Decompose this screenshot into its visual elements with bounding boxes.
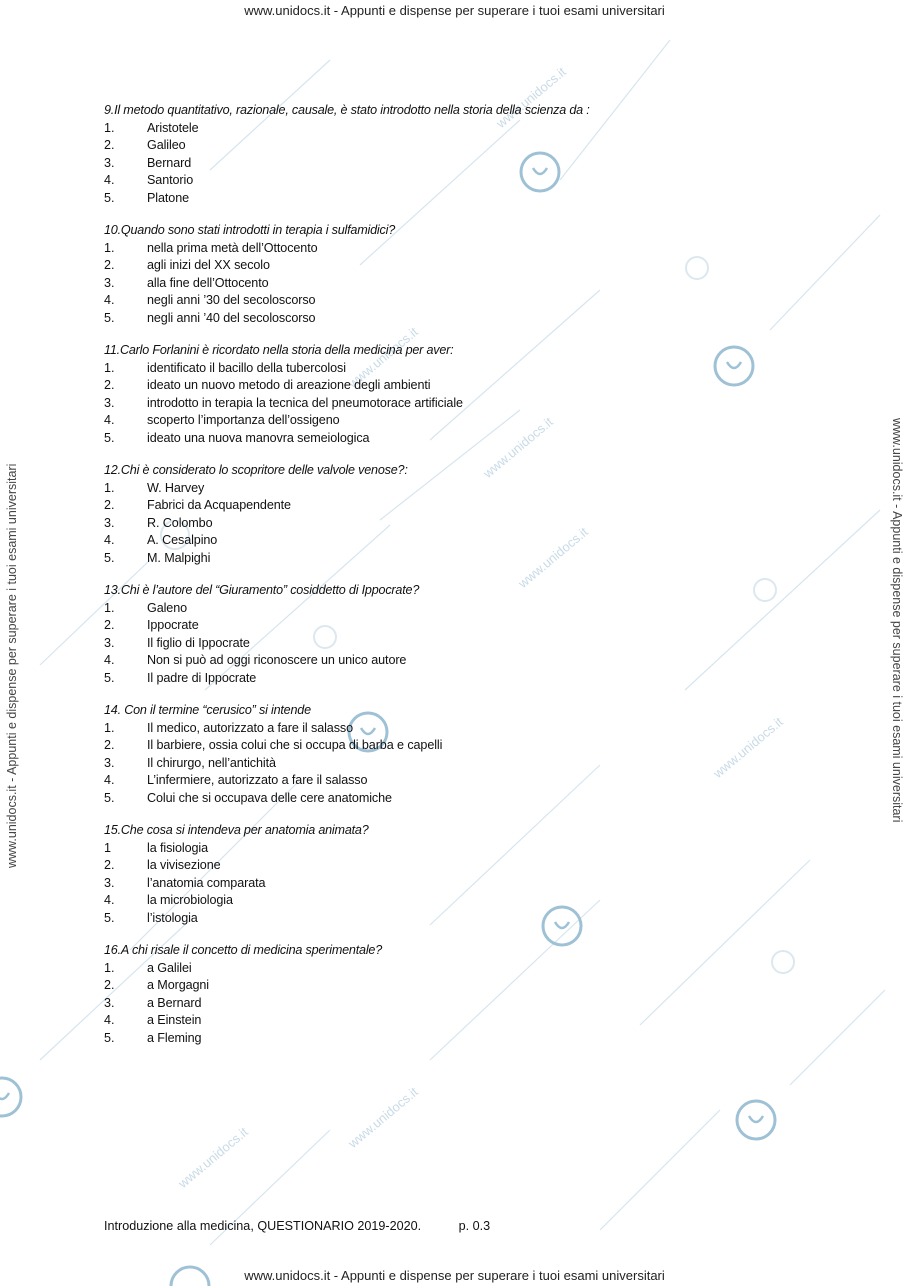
option-text: nella prima metà dell’Ottocento — [147, 240, 318, 255]
option-text: alla fine dell’Ottocento — [147, 275, 269, 290]
answer-option — [104, 720, 804, 738]
answer-option — [104, 995, 804, 1013]
option-number: 3. — [104, 395, 115, 410]
question-block — [104, 822, 804, 927]
option-number: 5. — [104, 550, 115, 565]
option-number: 1. — [104, 480, 115, 495]
option-text: l’anatomia comparata — [147, 875, 266, 890]
option-text: scoperto l’importanza dell’ossigeno — [147, 413, 340, 427]
option-number: 4. — [104, 653, 115, 667]
option-text: A. Cesalpino — [147, 533, 218, 547]
option-number: 2. — [104, 258, 115, 272]
bottom-banner: www.unidocs.it - Appunti e dispense per superare i tuoi esami universitari — [244, 1268, 665, 1283]
option-text: Santorio — [147, 173, 194, 187]
answer-option — [104, 190, 804, 208]
option-text: Il chirurgo, nell’antichità — [147, 755, 276, 770]
option-text: Non si può ad oggi riconoscere un unico autore — [147, 653, 407, 667]
option-number: 2. — [104, 978, 115, 992]
option-text: ideato un nuovo metodo di areazione degli ambienti — [147, 378, 431, 392]
question-title: 16.A chi risale il concetto di medicina sperimentale? — [104, 943, 383, 957]
answer-option — [104, 292, 804, 310]
question-block — [104, 462, 804, 567]
question-block — [104, 102, 804, 207]
option-text: Il medico, autorizzato a fare il salasso — [147, 720, 353, 735]
option-number: 4. — [104, 773, 115, 787]
answer-option — [104, 532, 804, 550]
top-banner: www.unidocs.it - Appunti e dispense per superare i tuoi esami universitari — [244, 3, 665, 18]
option-number: 2. — [104, 138, 115, 152]
watermark-text: www.unidocs.it — [175, 1124, 251, 1191]
option-text: ideato una nuova manovra semeiologica — [147, 430, 370, 445]
option-number: 4. — [104, 1013, 115, 1027]
option-number: 5. — [104, 190, 115, 205]
question-title: 9.Il metodo quantitativo, razionale, causale, è stato introdotto nella storia della scienza da : — [104, 103, 590, 117]
question-block — [104, 942, 804, 1047]
answer-option — [104, 772, 804, 790]
option-number: 5. — [104, 430, 115, 445]
option-text: negli anni ’30 del secoloscorso — [147, 293, 316, 307]
option-number: 1. — [104, 360, 115, 375]
option-text: negli anni ’40 del secoloscorso — [147, 310, 316, 325]
answer-option — [104, 395, 804, 413]
answer-option — [104, 790, 804, 808]
option-number: 5. — [104, 910, 115, 925]
answer-option — [104, 600, 804, 618]
option-number: 3. — [104, 155, 115, 170]
option-text: a Einstein — [147, 1013, 202, 1027]
answer-option — [104, 670, 804, 688]
option-text: identificato il bacillo della tubercolosi — [147, 360, 346, 375]
watermark-text: www.unidocs.it — [345, 1084, 421, 1151]
option-number: 2. — [104, 738, 115, 752]
page-footer — [104, 1219, 490, 1233]
option-number: 4. — [104, 173, 115, 187]
page-number: p. 0.3 — [458, 1219, 491, 1233]
answer-option — [104, 275, 804, 293]
option-number: 3. — [104, 515, 115, 530]
answer-option — [104, 635, 804, 653]
option-number: 5. — [104, 670, 115, 685]
option-text: Colui che si occupava delle cere anatomiche — [147, 790, 392, 805]
answer-option — [104, 755, 804, 773]
question-block — [104, 342, 804, 447]
question-title: 14. Con il termine “cerusico” si intende — [104, 703, 311, 717]
option-text: a Bernard — [147, 995, 202, 1010]
answer-option — [104, 310, 804, 328]
answer-option — [104, 515, 804, 533]
option-text: Il figlio di Ippocrate — [147, 635, 250, 650]
answer-option — [104, 497, 804, 515]
option-text: l’istologia — [147, 910, 198, 925]
question-block — [104, 222, 804, 327]
option-text: Aristotele — [147, 120, 199, 135]
option-text: Fabrici da Acquapendente — [147, 498, 291, 512]
option-text: Galeno — [147, 600, 188, 615]
left-side-banner: www.unidocs.it - Appunti e dispense per superare i tuoi esami universitari — [5, 463, 19, 868]
option-text: M. Malpighi — [147, 550, 211, 565]
option-number: 4. — [104, 293, 115, 307]
answer-option — [104, 172, 804, 190]
option-number: 2. — [104, 378, 115, 392]
answer-option — [104, 840, 804, 858]
option-number: 1. — [104, 720, 115, 735]
option-number: 3. — [104, 995, 115, 1010]
answer-option — [104, 617, 804, 635]
option-number: 5. — [104, 310, 115, 325]
right-side-banner: www.unidocs.it - Appunti e dispense per superare i tuoi esami universitari — [890, 418, 904, 823]
watermark-text: www.unidocs.it — [515, 524, 591, 591]
option-text: Platone — [147, 190, 190, 205]
option-text: W. Harvey — [147, 480, 205, 495]
answer-option — [104, 550, 804, 568]
option-number: 5. — [104, 1030, 115, 1045]
watermark-text: www.unidocs.it — [345, 324, 421, 391]
option-number: 4. — [104, 413, 115, 427]
option-text: introdotto in terapia la tecnica del pneumotorace artificiale — [147, 395, 463, 410]
option-text: Galileo — [147, 138, 186, 152]
option-number: 2. — [104, 618, 115, 632]
option-text: Il padre di Ippocrate — [147, 670, 257, 685]
option-number: 1. — [104, 600, 115, 615]
option-text: Il barbiere, ossia colui che si occupa di barba e capelli — [147, 738, 443, 752]
option-number: 1. — [104, 120, 115, 135]
question-block — [104, 702, 804, 807]
option-number: 3. — [104, 635, 115, 650]
answer-option — [104, 857, 804, 875]
option-text: la vivisezione — [147, 858, 221, 872]
option-text: la fisiologia — [147, 840, 209, 855]
watermark-text: www.unidocs.it — [710, 714, 786, 781]
watermark-text: www.unidocs.it — [493, 64, 569, 131]
option-number: 4. — [104, 893, 115, 907]
option-text: agli inizi del XX secolo — [147, 258, 270, 272]
option-number: 3. — [104, 755, 115, 770]
answer-option — [104, 412, 804, 430]
watermark-text: www.unidocs.it — [480, 414, 556, 481]
answer-option — [104, 892, 804, 910]
answer-option — [104, 652, 804, 670]
answer-option — [104, 120, 804, 138]
answer-option — [104, 377, 804, 395]
option-text: a Galilei — [147, 960, 192, 975]
answer-option — [104, 1012, 804, 1030]
option-number: 1 — [104, 840, 112, 855]
option-text: a Fleming — [147, 1030, 202, 1045]
question-title: 11.Carlo Forlanini è ricordato nella storia della medicina per aver: — [104, 343, 454, 357]
question-title: 12.Chi è considerato lo scopritore delle valvole venose?: — [104, 463, 408, 477]
question-title: 13.Chi è l’autore del “Giuramento” cosiddetto di Ippocrate? — [104, 583, 420, 597]
option-number: 1. — [104, 960, 115, 975]
question-title: 15.Che cosa si intendeva per anatomia animata? — [104, 823, 369, 837]
option-text: la microbiologia — [147, 893, 233, 907]
option-number: 2. — [104, 498, 115, 512]
answer-option — [104, 240, 804, 258]
answer-option — [104, 737, 804, 755]
answer-option — [104, 155, 804, 173]
option-number: 4. — [104, 533, 115, 547]
option-number: 1. — [104, 240, 115, 255]
answer-option — [104, 137, 804, 155]
question-title: 10.Quando sono stati introdotti in terapia i sulfamidici? — [104, 223, 396, 237]
answer-option — [104, 910, 804, 928]
answer-option — [104, 960, 804, 978]
option-number: 3. — [104, 875, 115, 890]
answer-option — [104, 875, 804, 893]
answer-option — [104, 480, 804, 498]
answer-option — [104, 1030, 804, 1048]
option-number: 3. — [104, 275, 115, 290]
footer-title: Introduzione alla medicina, QUESTIONARIO 2019-2020. — [104, 1219, 422, 1233]
answer-option — [104, 430, 804, 448]
question-block — [104, 582, 804, 687]
option-text: Ippocrate — [147, 618, 199, 632]
option-text: Bernard — [147, 155, 192, 170]
option-text: a Morgagni — [147, 978, 210, 992]
questionnaire — [104, 102, 804, 1062]
option-text: R. Colombo — [147, 515, 213, 530]
option-number: 2. — [104, 858, 115, 872]
answer-option — [104, 257, 804, 275]
option-number: 5. — [104, 790, 115, 805]
option-text: L’infermiere, autorizzato a fare il salasso — [147, 773, 368, 787]
answer-option — [104, 977, 804, 995]
answer-option — [104, 360, 804, 378]
